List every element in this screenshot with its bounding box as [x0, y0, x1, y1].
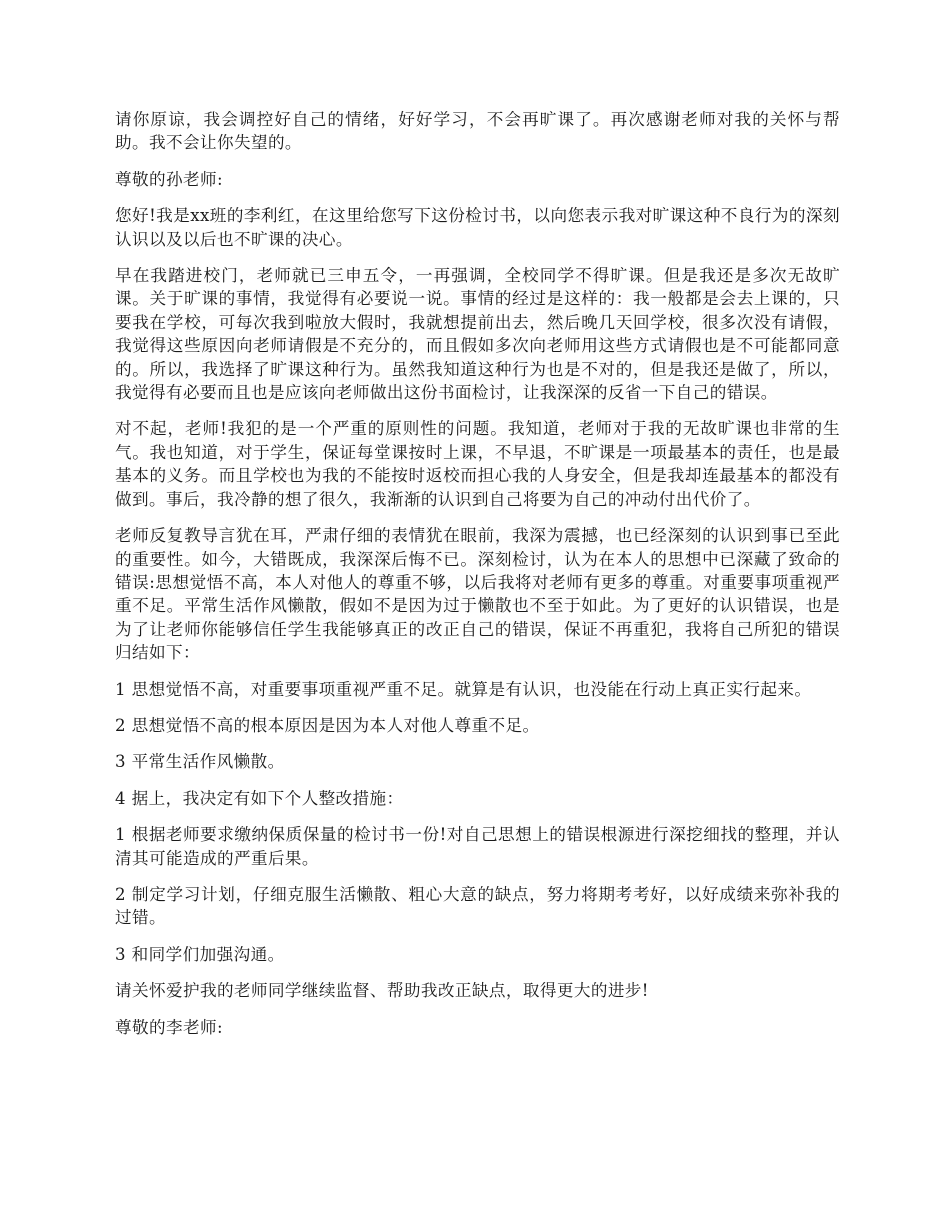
salutation: 尊敬的李老师: [115, 1017, 223, 1037]
list-item: 3 平常生活作风懒散。 [115, 752, 285, 772]
paragraph: 对不起，老师!我犯的是一个严重的原则性的问题。我知道，老师对于我的无故旷课也非常的生气。我也知道，对于学生，保证每堂课按时上课，不早退，不旷课是一项最基本的责任，也是最基本的义务。而且学校也为我的不能按时返校而担心我的人身安全，但是我却连最基本的都没有做到。事后，我冷静的想了很久，我渐渐的认识到自己将要为自己的冲动付出代价了。 [115, 419, 840, 509]
paragraph: 请你原谅，我会调控好自己的情绪，好好学习，不会再旷课了。再次感谢老师对我的关怀与帮助。我不会让你失望的。 [115, 110, 840, 153]
paragraph: 早在我踏进校门，老师就已三申五令，一再强调，全校同学不得旷课。但是我还是多次无故旷课。关于旷课的事情，我觉得有必要说一说。事情的经过是这样的：我一般都是会去上课的，只要我在学校，可每次我到啦放大假时，我就想提前出去，然后晚几天回学校，很多次没有请假，我觉得这些原因向老师请假是不充分的，而且假如多次向老师用这些方式请假也是不可能都同意的。所以，我选择了旷课这种行为。虽然我知道这种行为也是不对的，但是我还是做了，所以，我觉得有必要而且也是应该向老师做出这份书面检讨，让我深深的反省一下自己的错误。 [115, 266, 840, 403]
document-body [115, 108, 840, 1052]
list-item: 3 和同学们加强沟通。 [115, 944, 285, 964]
list-item: 1 思想觉悟不高，对重要事项重视严重不足。就算是有认识，也没能在行动上真正实行起来。 [115, 679, 812, 699]
paragraph: 老师反复教导言犹在耳，严肃仔细的表情犹在眼前，我深为震撼，也已经深刻的认识到事已至此的重要性。如今，大错既成，我深深后悔不已。深刻检讨，认为在本人的思想中已深藏了致命的错误:思想觉悟不高，本人对他人的尊重不够，以后我将对老师有更多的尊重。对重要事项重视严重不足。平常生活作风懒散，假如不是因为过于懒散也不至于如此。为了更好的认识错误，也是为了让老师你能够信任学生我能够真正的改正自己的错误，保证不再重犯，我将自己所犯的错误归结如下： [115, 526, 840, 663]
list-item: 2 思想觉悟不高的根本原因是因为本人对他人尊重不足。 [115, 715, 540, 735]
paragraph: 请关怀爱护我的老师同学继续监督、帮助我改正缺点，取得更大的进步! [115, 981, 649, 1001]
paragraph: 您好!我是xx班的李利红，在这里给您写下这份检讨书，以向您表示我对旷课这种不良行为的深刻认识以及以后也不旷课的决心。 [115, 206, 840, 249]
salutation: 尊敬的孙老师: [115, 169, 223, 189]
list-item: 4 据上，我决定有如下个人整改措施： [115, 788, 404, 808]
list-item: 1 根据老师要求缴纳保质保量的检讨书一份!对自己思想上的错误根源进行深挖细找的整理，并认清其可能造成的严重后果。 [115, 825, 840, 868]
list-item: 2 制定学习计划，仔细克服生活懒散、粗心大意的缺点，努力将期考考好，以好成绩来弥补我的过错。 [115, 884, 840, 928]
